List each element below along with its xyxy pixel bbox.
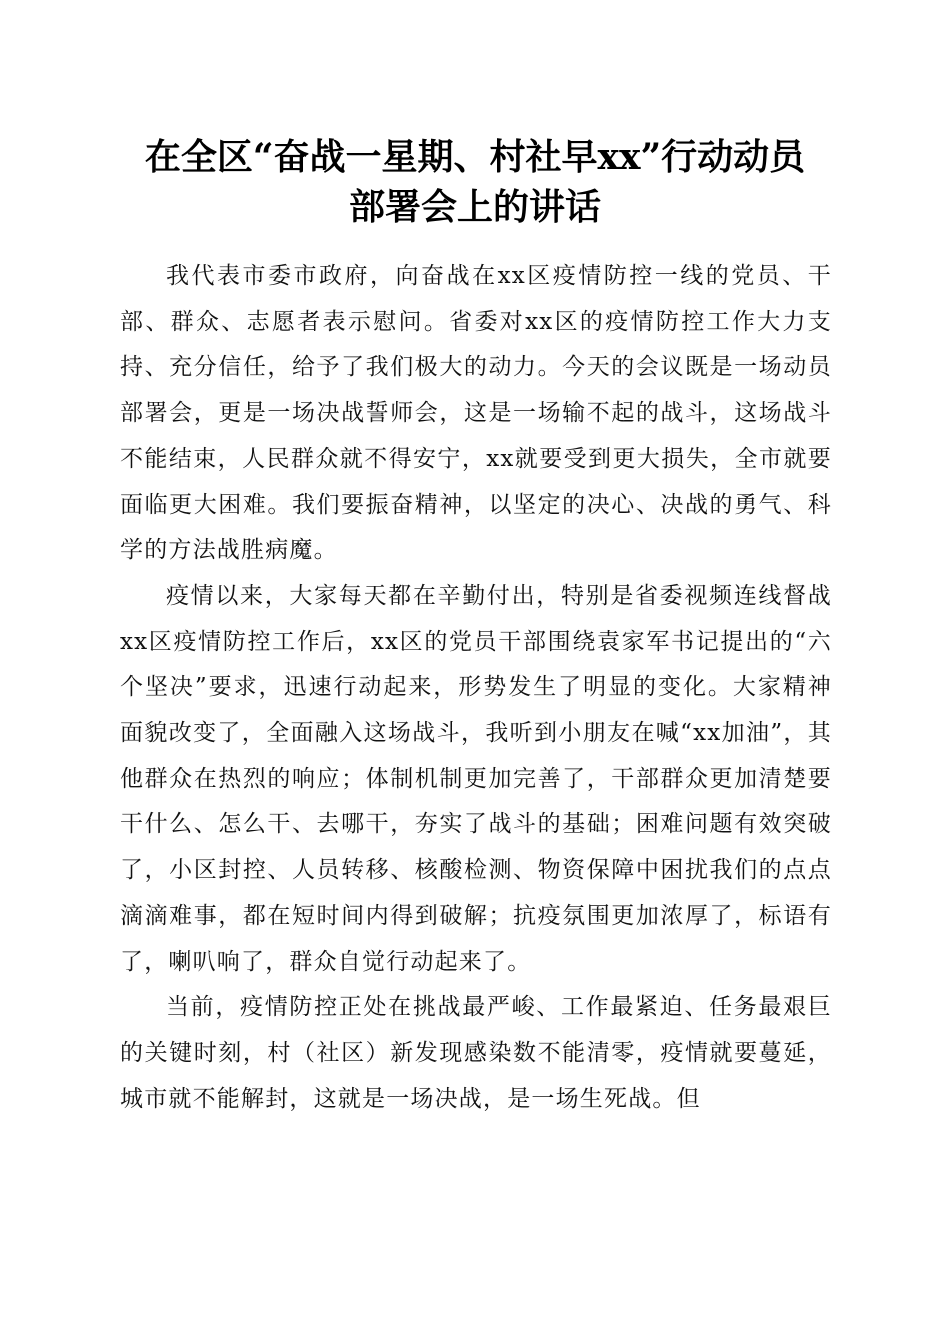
document-body [120, 254, 832, 1122]
title-line-1: 在全区“奋战一星期、村社早xx”行动动员 [144, 136, 806, 178]
document-title [100, 132, 850, 232]
paragraph-1: 我代表市委市政府，向奋战在xx区疫情防控一线的党员、干部、群众、志愿者表示慰问。省委对xx区的疫情防控工作大力支持、充分信任，给予了我们极大的动力。今天的会议既是一场动员部署会，更是一场决战誓师会，这是一场输不起的战斗，这场战斗不能结束，人民群众就不得安宁，xx就要受到更大损失，全市就要面临更大困难。我们要振奋精神，以坚定的决心、决战的勇气、科学的方法战胜病魔。 [120, 263, 832, 564]
title-line-2: 部署会上的讲话 [348, 186, 601, 228]
paragraph-3: 当前，疫情防控正处在挑战最严峻、工作最紧迫、任务最艰巨的关键时刻，村（社区）新发现感染数不能清零，疫情就要蔓延，城市就不能解封，这就是一场决战，是一场生死战。但 [120, 994, 832, 1112]
paragraph-2: 疫情以来，大家每天都在辛勤付出，特别是省委视频连线督战xx区疫情防控工作后，xx区的党员干部围绕袁家军书记提出的“六个坚决”要求，迅速行动起来，形势发生了明显的变化。大家精神面貌改变了，全面融入这场战斗，我听到小朋友在喊“xx加油”，其他群众在热烈的响应；体制机制更加完善了，干部群众更加清楚要干什么、怎么干、去哪干，夯实了战斗的基础；困难问题有效突破了，小区封控、人员转移、核酸检测、物资保障中困扰我们的点点滴滴难事，都在短时间内得到破解；抗疫氛围更加浓厚了，标语有了，喇叭响了，群众自觉行动起来了。 [120, 582, 832, 975]
